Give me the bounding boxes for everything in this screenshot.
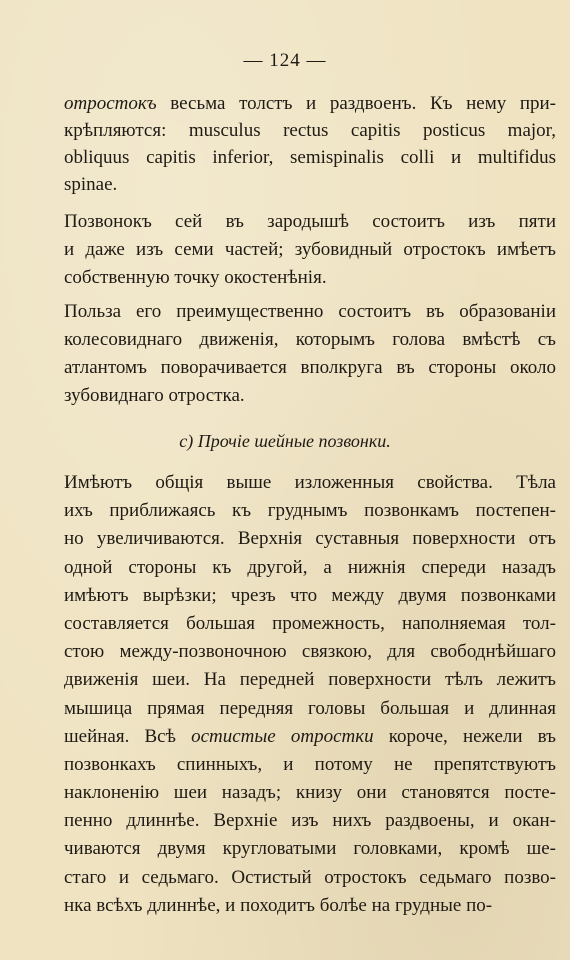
text-line	[64, 525, 556, 553]
line-text: короче, нежели въ	[373, 725, 556, 747]
line-text: колесовиднаго движенія, которымъ голова вмѣстѣ съ	[64, 329, 556, 350]
text-line	[64, 554, 556, 582]
line-text: весьма толстъ и раздвоенъ. Къ нему при-	[156, 93, 556, 114]
line-text: зубовиднаго отростка.	[64, 385, 245, 406]
line-text: стаго и седьмаго. Остистый отростокъ седьмаго позво-	[64, 866, 556, 888]
line-text: наклоненію шеи назадъ; книзу они становятся посте-	[64, 782, 556, 804]
text-line	[64, 638, 556, 666]
line-text: Имѣютъ общія выше изложенныя свойства. Тѣла	[64, 472, 556, 493]
paragraph-1	[64, 90, 556, 198]
section-heading: c) Прочіе шейные позвонки.	[179, 431, 391, 451]
text-line	[64, 695, 556, 723]
text-line	[64, 807, 556, 835]
text-line	[64, 835, 556, 863]
line-text: чиваются двумя кругловатыми головками, кромѣ ше-	[64, 838, 556, 860]
line-text: крѣпляются: musculus rectus capitis posticus major,	[64, 120, 556, 141]
text-line	[64, 892, 556, 920]
text-line	[64, 751, 556, 779]
line-text: Польза его преимущественно состоитъ въ образованіи	[64, 301, 556, 322]
text-line	[64, 236, 556, 264]
line-text: одной стороны къ другой, а нижнія спереди назадъ	[64, 556, 556, 578]
text-line	[64, 326, 556, 354]
line-text: Позвонокъ сей въ зародышѣ состоитъ изъ пяти	[64, 211, 556, 232]
text-line	[64, 117, 556, 144]
italic-term: отростокъ	[64, 93, 157, 114]
line-text: нка всѣхъ длиннѣе, и походитъ болѣе на грудные по-	[64, 894, 493, 916]
text-line	[64, 171, 556, 198]
line-text: имѣютъ вырѣзки; чрезъ что между двумя позвонками	[64, 584, 556, 606]
line-text: стою между-позвоночною связкою, для свободнѣйшаго	[64, 641, 556, 663]
text-line	[64, 582, 556, 610]
paragraph-3	[64, 298, 556, 410]
text-line	[64, 144, 556, 171]
text-line	[64, 497, 556, 525]
page-number: — 124 —	[243, 50, 327, 71]
text-line	[64, 298, 556, 326]
text-line	[64, 382, 556, 410]
text-line	[64, 779, 556, 807]
line-text: собственную точку окостенѣнія.	[64, 267, 327, 288]
line-text: движенія шеи. На передней поверхности тѣлъ лежитъ	[64, 669, 556, 691]
text-line	[64, 610, 556, 638]
text-line	[64, 90, 556, 117]
line-text: и даже изъ семи частей; зубовидный отростокъ имѣетъ	[64, 239, 556, 260]
text-line	[64, 354, 556, 382]
line-text: obliquus capitis inferior, semispinalis colli и multifidus	[64, 147, 556, 168]
line-text: атлантомъ поворачивается вполкруга въ стороны около	[64, 357, 556, 378]
line-text: позвонкахъ спинныхъ, и потому не препятствуютъ	[64, 753, 556, 775]
text-line	[64, 208, 556, 236]
line-text: мышица прямая передняя головы большая и длинная	[64, 697, 556, 719]
line-text: составляется большая промежность, наполняемая тол-	[64, 612, 556, 634]
text-line	[64, 864, 556, 892]
paragraph-4	[64, 469, 556, 920]
italic-term: остистые отростки	[191, 725, 374, 747]
text-line	[64, 264, 556, 292]
paragraph-2	[64, 208, 556, 292]
text-line	[64, 666, 556, 694]
line-text: пенно длиннѣе. Верхніе изъ нихъ раздвоены, и окан-	[64, 810, 556, 832]
line-text: spinae.	[64, 174, 118, 195]
line-text: но увеличиваются. Верхнія суставныя поверхности отъ	[64, 528, 556, 550]
text-line	[64, 723, 556, 751]
line-text: шейная. Всѣ	[64, 725, 192, 747]
line-text: ихъ приближаясь къ груднымъ позвонкамъ постепен-	[64, 500, 556, 522]
text-line	[64, 469, 556, 497]
